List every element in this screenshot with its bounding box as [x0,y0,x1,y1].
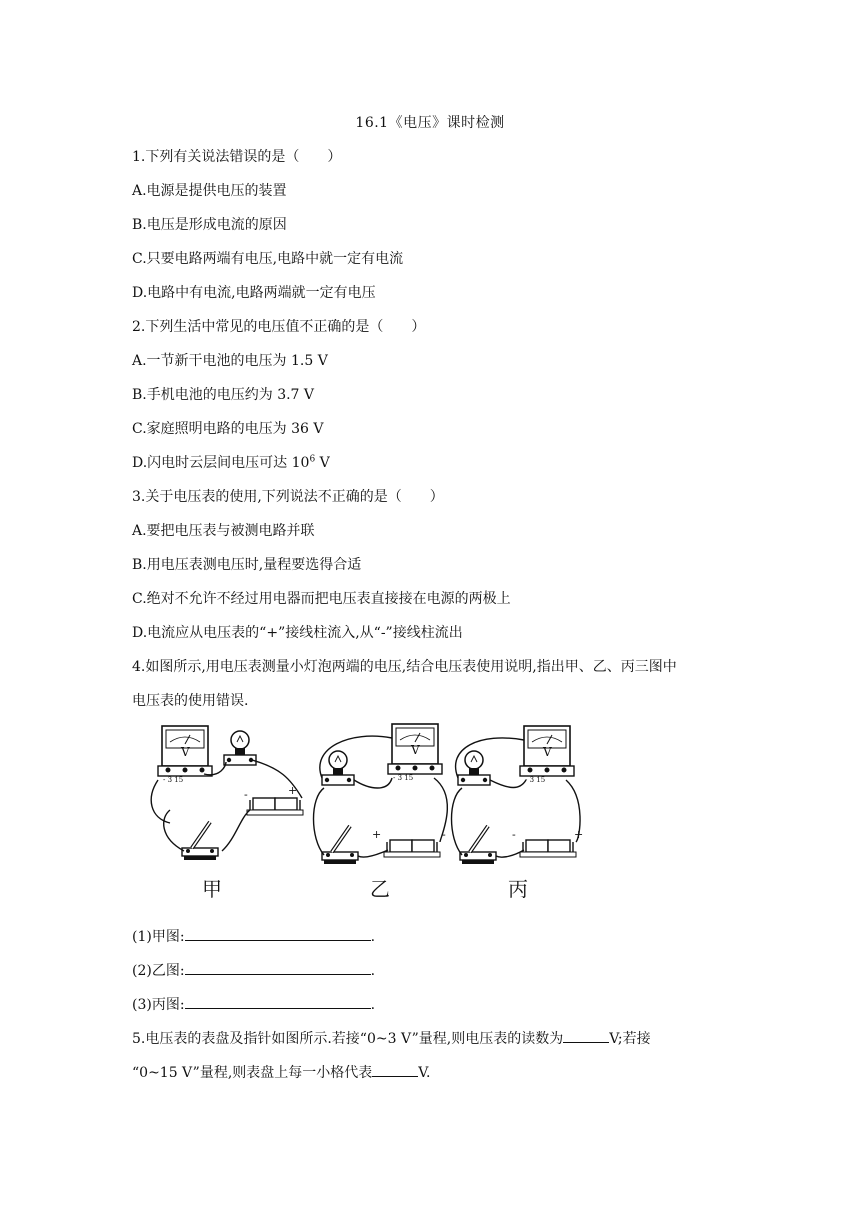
q4-answer-bing [132,994,375,1014]
q4-answer-jia-end: . [370,929,376,945]
q2-option-d-exponent: 6 [309,454,316,465]
q2-option-d-unit: V [315,455,330,471]
q5-division-blank[interactable] [372,1064,418,1077]
q4-answer-jia-label: (1)甲图: [132,929,185,945]
meter-letter-bing: V [543,745,552,759]
q2-stem: 2.下列生活中常见的电压值不正确的是（ ） [132,319,426,335]
q3-option-b: B.用电压表测电压时,量程要选得合适 [132,557,362,573]
q2-option-d-text: D.闪电时云层间电压可达 10 [132,455,310,471]
page-title: 16.1《电压》课时检测 [355,115,505,131]
battery-minus-bing: - [512,828,516,841]
q5-reading-blank[interactable] [563,1030,609,1043]
fig-label-bing: 丙 [508,877,528,901]
circuit-figure [140,718,590,908]
fig-label-jia: 甲 [202,877,222,901]
q4-answer-jia-blank[interactable] [185,928,371,941]
q4-answer-yi [132,960,375,980]
q2-option-c: C.家庭照明电路的电压为 36 V [132,421,324,437]
meter-letter-jia: V [181,745,190,759]
meter-letter-yi: V [411,743,420,757]
q5-line2-text: “0~15 V”量程,则表盘上每一小格代表 [132,1065,373,1081]
meter-terminals-jia: - 3 15 [163,776,184,784]
q4-answer-yi-end: . [370,963,376,979]
q1-option-a: A.电源是提供电压的装置 [132,183,287,199]
q2-option-b: B.手机电池的电压约为 3.7 V [132,387,315,403]
q4-answer-yi-label: (2)乙图: [132,963,185,979]
q4-stem-line1: 4.如图所示,用电压表测量小灯泡两端的电压,结合电压表使用说明,指出甲、乙、丙三图中 [132,659,677,675]
q4-answer-bing-blank[interactable] [185,996,371,1009]
battery-plus-bing: + [574,828,584,841]
battery-plus-jia: + [288,784,298,797]
battery-minus-jia: - [244,788,248,801]
q1-option-d: D.电路中有电流,电路两端就一定有电压 [132,285,376,301]
q2-option-d [132,452,330,472]
q1-option-c: C.只要电路两端有电压,电路中就一定有电流 [132,251,404,267]
circuit-yi [314,724,448,901]
q3-option-d: D.电流应从电压表的“+”接线柱流入,从“-”接线柱流出 [132,625,463,641]
q5-line2 [132,1062,430,1082]
q3-stem: 3.关于电压表的使用,下列说法不正确的是（ ） [132,489,444,505]
q5-line1-text: 5.电压表的表盘及指针如图所示.若接“0~3 V”量程,则电压表的读数为 [132,1031,564,1047]
q4-answer-jia [132,926,375,946]
q1-stem: 1.下列有关说法错误的是（ ） [132,149,342,165]
q3-option-c: C.绝对不允许不经过用电器而把电压表直接接在电源的两极上 [132,591,511,607]
q2-option-a: A.一节新干电池的电压为 1.5 V [132,353,328,369]
q4-stem-line2: 电压表的使用错误. [132,693,249,709]
battery-plus-yi: + [372,828,382,841]
q4-answer-bing-label: (3)丙图: [132,997,185,1013]
meter-terminals-bing: - 3 15 [525,776,546,784]
circuit-jia [151,726,303,901]
q5-line1 [132,1028,651,1048]
q4-answer-bing-end: . [370,997,376,1013]
q4-answer-yi-blank[interactable] [185,962,371,975]
q1-option-b: B.电压是形成电流的原因 [132,217,287,233]
q5-line1-tail: V;若接 [609,1031,651,1047]
circuit-bing [452,726,584,901]
q5-line2-tail: V. [418,1065,431,1081]
battery-minus-yi: - [442,828,446,841]
fig-label-yi: 乙 [370,877,390,901]
q3-option-a: A.要把电压表与被测电路并联 [132,523,315,539]
meter-terminals-yi: - 3 15 [393,774,414,782]
